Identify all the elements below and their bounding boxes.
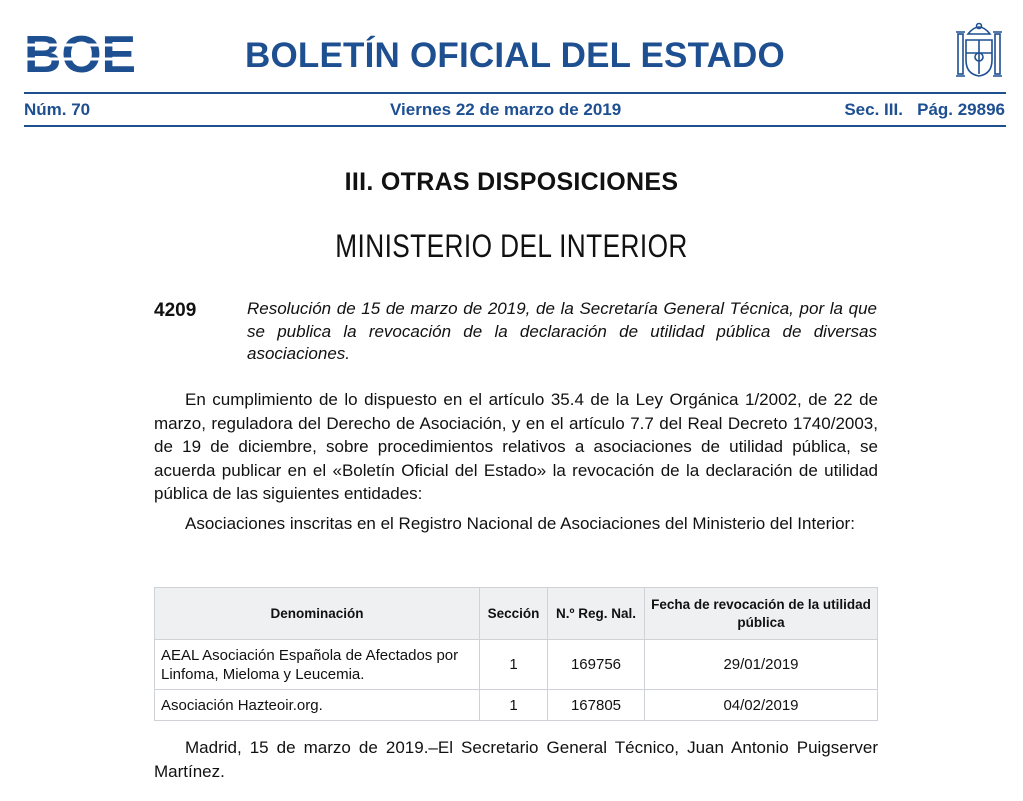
section-title: III. OTRAS DISPOSICIONES bbox=[344, 168, 679, 196]
cell-name: Asociación Hazteoir.org. bbox=[155, 690, 480, 721]
column-header-section: Sección bbox=[480, 588, 548, 640]
table-row bbox=[155, 640, 878, 690]
header-rule-bottom bbox=[24, 125, 1006, 127]
cell-name: AEAL Asociación Española de Afectados por Linfoma, Mieloma y Leucemia. bbox=[155, 640, 480, 690]
cell-registry: 167805 bbox=[548, 690, 645, 721]
cell-section: 1 bbox=[480, 640, 548, 690]
section-page: Sec. III. Pág. 29896 bbox=[844, 100, 1005, 119]
column-header-registry: N.º Reg. Nal. bbox=[548, 588, 645, 640]
issue-number: Núm. 70 bbox=[24, 100, 91, 119]
boe-logo bbox=[24, 28, 136, 76]
disposition-number: 4209 bbox=[154, 300, 197, 321]
signature-paragraph: Madrid, 15 de marzo de 2019.–El Secretario General Técnico, Juan Antonio Puigserver Martínez. bbox=[154, 738, 878, 781]
table-row bbox=[155, 690, 878, 721]
entities-table bbox=[154, 587, 878, 721]
cell-revocation-date: 04/02/2019 bbox=[645, 690, 878, 721]
cell-section: 1 bbox=[480, 690, 548, 721]
cell-registry: 169756 bbox=[548, 640, 645, 690]
body-paragraph-2: Asociaciones inscritas en el Registro Nacional de Asociaciones del Ministerio del Interior: bbox=[185, 514, 855, 533]
table-header-row bbox=[155, 588, 878, 640]
issue-date: Viernes 22 de marzo de 2019 bbox=[390, 100, 622, 119]
ministry-title: MINISTERIO DEL INTERIOR bbox=[335, 228, 688, 264]
boe-logo-text: BOE bbox=[24, 28, 136, 76]
header-rule-top bbox=[24, 92, 1006, 94]
coat-of-arms-icon bbox=[948, 20, 1010, 82]
column-header-revocation-date: Fecha de revocación de la utilidad pública bbox=[645, 588, 878, 640]
body-paragraph-1: En cumplimiento de lo dispuesto en el artículo 35.4 de la Ley Orgánica 1/2002, de 22 de marzo, reguladora del Derecho de Asociación, y en el artículo 7.7 del Real Decreto 1740/2003, de 19 de diciembre, sobre procedimientos relativos a asociaciones de utilidad pública, se acuerda publicar en el «Boletín Oficial del Estado» la revocación de la declaración de utilidad pública de las siguientes entidades: bbox=[154, 390, 878, 503]
gazette-title: BOLETÍN OFICIAL DEL ESTADO bbox=[245, 36, 785, 75]
column-header-name: Denominación bbox=[155, 588, 480, 640]
cell-revocation-date: 29/01/2019 bbox=[645, 640, 878, 690]
disposition-summary: Resolución de 15 de marzo de 2019, de la Secretaría General Técnica, por la que se publica la revocación de la declaración de utilidad pública de diversas asociaciones. bbox=[247, 299, 877, 363]
